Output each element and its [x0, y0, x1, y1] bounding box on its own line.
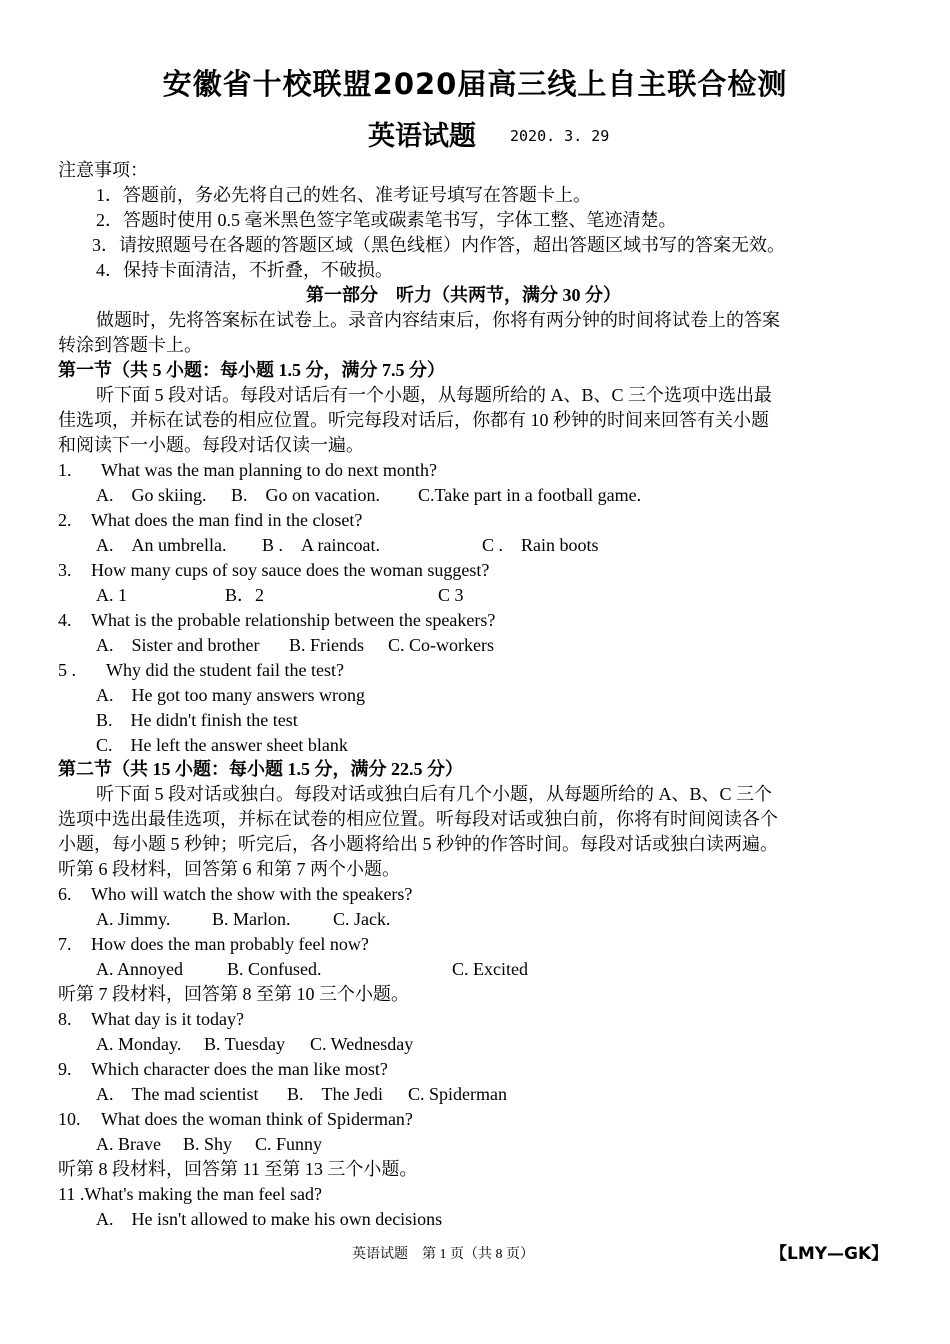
question-text: What does the man find in the closet? — [91, 510, 363, 530]
question-number: 3. — [58, 560, 72, 580]
question-number: 10. — [58, 1109, 81, 1129]
option-a: A. 1 — [96, 585, 127, 605]
option-c: C . Rain boots — [482, 535, 599, 555]
option-a: A. Brave — [96, 1134, 161, 1154]
option-b: B. Tuesday — [204, 1034, 286, 1054]
subject-title: 英语试题 — [368, 121, 476, 152]
option-c: C. Spiderman — [408, 1084, 507, 1104]
option-c: C. Co-workers — [388, 635, 494, 655]
question-text: What does the woman think of Spiderman? — [101, 1109, 413, 1129]
option-c: C. Funny — [255, 1134, 323, 1154]
question-text: Which character does the man like most? — [91, 1059, 388, 1079]
option-a: A. Monday. — [96, 1034, 182, 1054]
option-a: A. Sister and brother — [96, 635, 260, 655]
option-a: A. He got too many answers wrong — [96, 685, 365, 705]
notice-item: 1．答题前，务必先将自己的姓名、准考证号填写在答题卡上。 — [96, 185, 591, 205]
section-intro: 和阅读下一小题。每段对话仅读一遍。 — [58, 435, 364, 455]
material-note: 听第 7 段材料，回答第 8 至第 10 三个小题。 — [58, 984, 409, 1004]
question-number: 1. — [58, 460, 72, 480]
option-b: B. Confused. — [227, 959, 322, 979]
part-intro: 转涂到答题卡上。 — [58, 335, 202, 355]
section-heading: 第一节（共 5 小题：每小题 1.5 分，满分 7.5 分） — [58, 360, 445, 380]
option-b: B . A raincoat. — [262, 535, 380, 555]
document-code: 【LMY—GK】 — [770, 1244, 889, 1264]
question-text: Who will watch the show with the speakers? — [91, 884, 413, 904]
question-text: How many cups of soy sauce does the woman suggest? — [91, 560, 490, 580]
option-a: A. An umbrella. — [96, 535, 227, 555]
section-intro: 听下面 5 段对话或独白。每段对话或独白后有几个小题，从每题所给的 A、B、C 三个 — [96, 784, 773, 804]
question-text: How does the man probably feel now? — [91, 934, 369, 954]
question-number: 2. — [58, 510, 72, 530]
question-text: 11 .What's making the man feel sad? — [58, 1184, 322, 1204]
question-number: 9. — [58, 1059, 72, 1079]
option-b: B. He didn't finish the test — [96, 710, 298, 730]
question-number: 4. — [58, 610, 72, 630]
option-c: C. Jack. — [333, 909, 391, 929]
option-c: C. He left the answer sheet blank — [96, 735, 348, 755]
part-heading: 第一部分 听力（共两节，满分 30 分） — [306, 285, 621, 305]
section-heading: 第二节（共 15 小题：每小题 1.5 分，满分 22.5 分） — [58, 759, 463, 779]
question-text: What was the man planning to do next month? — [101, 460, 437, 480]
option-b: B. Friends — [289, 635, 365, 655]
option-c: C. Wednesday — [310, 1034, 414, 1054]
question-number: 6. — [58, 884, 72, 904]
option-a: A. Go skiing. — [96, 485, 207, 505]
section-intro: 小题，每小题 5 秒钟；听完后，各小题将给出 5 秒钟的作答时间。每段对话或独白读两遍。 — [58, 834, 778, 854]
option-b: B. Marlon. — [212, 909, 291, 929]
notice-item: 2．答题时使用 0.5 毫米黑色签字笔或碳素笔书写，字体工整、笔迹清楚。 — [96, 210, 677, 230]
section-intro: 听下面 5 段对话。每段对话后有一个小题，从每题所给的 A、B、C 三个选项中选出最 — [96, 385, 773, 405]
option-b: B. Shy — [183, 1134, 233, 1154]
notice-heading: 注意事项： — [58, 160, 148, 180]
option-c: C 3 — [438, 585, 464, 605]
section-intro: 佳选项，并标在试卷的相应位置。听完每段对话后，你都有 10 秒钟的时间来回答有关小题 — [58, 410, 769, 430]
material-note: 听第 8 段材料，回答第 11 至第 13 三个小题。 — [58, 1159, 418, 1179]
question-number: 8. — [58, 1009, 72, 1029]
question-number: 5 . — [58, 660, 76, 680]
section-intro: 选项中选出最佳选项，并标在试卷的相应位置。听每段对话或独白前，你将有时间阅读各个 — [58, 809, 778, 829]
option-b: B．2 — [225, 585, 265, 605]
option-b: B. The Jedi — [287, 1084, 383, 1104]
option-b: B. Go on vacation. — [231, 485, 380, 505]
question-number: 7. — [58, 934, 72, 954]
notice-item: 3．请按照题号在各题的答题区域（黑色线框）内作答，超出答题区域书写的答案无效。 — [92, 235, 785, 255]
question-text: What day is it today? — [91, 1009, 244, 1029]
option-a: A. He isn't allowed to make his own decisions — [96, 1209, 443, 1229]
notice-item: 4．保持卡面清洁，不折叠，不破损。 — [96, 260, 393, 280]
option-a: A. Jimmy. — [96, 909, 171, 929]
option-c: C.Take part in a football game. — [418, 485, 642, 505]
exam-date: 2020. 3. 29 — [510, 127, 610, 145]
page-title: 安徽省十校联盟2020届高三线上自主联合检测 — [162, 67, 788, 101]
page-footer: 英语试题 第 1 页（共 8 页） — [352, 1247, 534, 1262]
part-intro: 做题时，先将答案标在试卷上。录音内容结束后，你将有两分钟的时间将试卷上的答案 — [96, 310, 780, 330]
question-text: What is the probable relationship between the speakers? — [91, 610, 496, 630]
question-text: Why did the student fail the test? — [106, 660, 344, 680]
option-a: A. The mad scientist — [96, 1084, 259, 1104]
option-a: A. Annoyed — [96, 959, 183, 979]
option-c: C. Excited — [452, 959, 528, 979]
material-note: 听第 6 段材料，回答第 6 和第 7 两个小题。 — [58, 859, 400, 879]
